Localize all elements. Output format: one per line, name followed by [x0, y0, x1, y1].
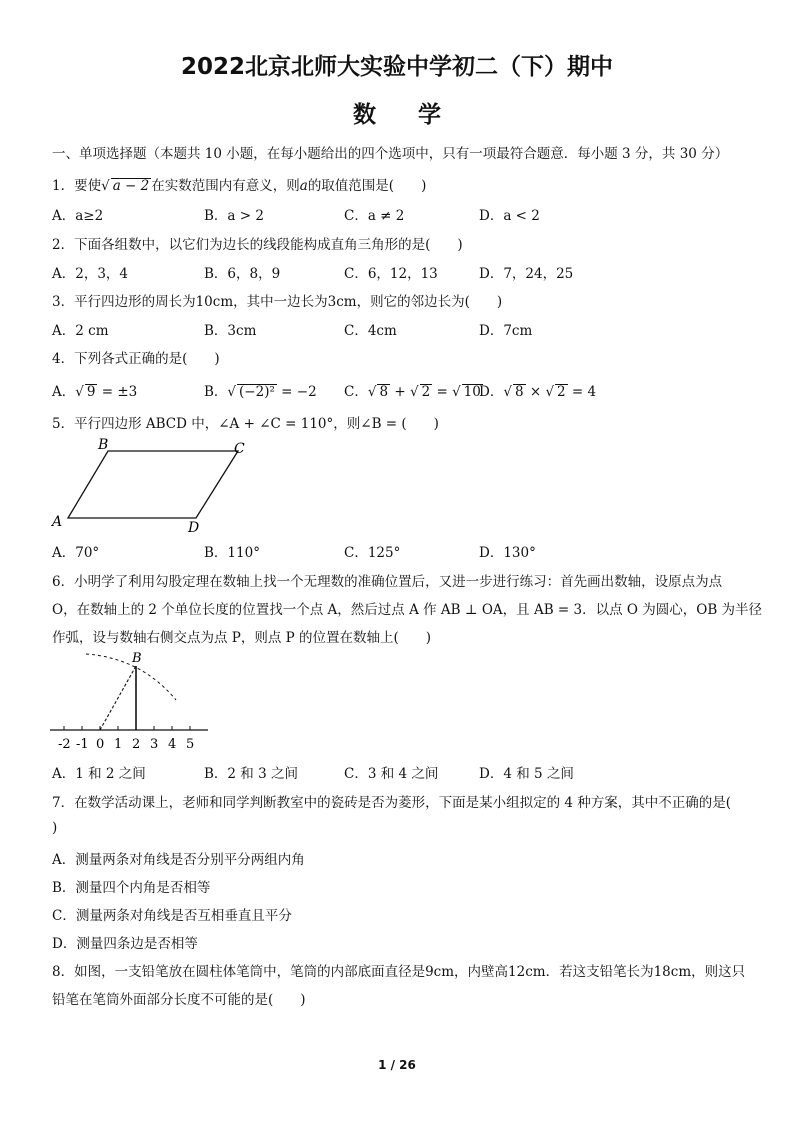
- q2-option-a: A．2，3，4: [52, 266, 129, 282]
- q5-option-c: C．125°: [344, 545, 401, 561]
- q1-option-b: B．a > 2: [204, 208, 264, 224]
- parallelogram-shape: [68, 451, 238, 518]
- tick-label: 2: [132, 737, 141, 752]
- vertex-b-label: B: [98, 437, 109, 453]
- question-6-line-2: O，在数轴上的 2 个单位长度的位置找一个点 A，然后过点 A 作 AB ⊥ OA，且 AB = 3．以点 O 为圆心，OB 为半径: [52, 602, 763, 618]
- parallelogram-figure: [48, 436, 258, 536]
- question-6-line-3: 作弧，设与数轴右侧交点为点 P，则点 P 的位置在数轴上( ): [52, 630, 432, 646]
- vertex-c-label: C: [234, 441, 245, 457]
- q6-option-b: B．2 和 3 之间: [204, 766, 298, 782]
- arc-dashed: [86, 654, 176, 700]
- page-title: 2022北京北师大实验中学初二（下）期中: [180, 54, 613, 80]
- segment-ob-dashed: [100, 666, 136, 730]
- section-heading: 一、单项选择题（本题共 10 小题，在每小题给出的四个选项中，只有一项最符合题意．每小题 3 分，共 30 分）: [52, 146, 729, 162]
- question-4-stem: 4．下列各式正确的是( ): [52, 351, 220, 367]
- tick-label: -1: [76, 737, 89, 752]
- vertex-d-label: D: [188, 520, 200, 536]
- question-7-line-2: ): [52, 820, 58, 836]
- q4-option-a: A．√ 9 = ±3: [52, 384, 138, 400]
- q6-option-d: D．4 和 5 之间: [479, 766, 574, 782]
- point-b-label: B: [132, 651, 142, 666]
- tick-label: 1: [114, 737, 123, 752]
- q5-option-d: D．130°: [479, 545, 536, 561]
- question-8-line-1: 8．如图，一支铅笔放在圆柱体笔筒中，笔筒的内部底面直径是9cm，内壁高12cm．若这支铅笔长为18cm，则这只: [52, 964, 746, 980]
- question-1-stem: 1．要使√ a − 2 在实数范围内有意义，则a的取值范围是( ): [52, 178, 427, 194]
- subject-title: 数学: [353, 102, 483, 128]
- question-6-line-1: 6．小明学了利用勾股定理在数轴上找一个无理数的准确位置后，又进一步进行练习：首先画出数轴，设原点为点: [52, 574, 723, 590]
- q1-option-a: A．a≥2: [52, 208, 104, 224]
- q6-option-c: C．3 和 4 之间: [344, 766, 439, 782]
- number-line-figure: [46, 648, 216, 756]
- question-8-line-2: 铅笔在笔筒外面部分长度不可能的是( ): [52, 992, 306, 1008]
- q5-option-b: B．110°: [204, 545, 260, 561]
- q6-option-a: A．1 和 2 之间: [52, 766, 146, 782]
- q7-option-c: C．测量两条对角线是否互相垂直且平分: [52, 908, 292, 924]
- q2-option-d: D．7，24，25: [479, 266, 574, 282]
- q1-option-c: C．a ≠ 2: [344, 208, 405, 224]
- tick-label: 3: [150, 737, 159, 752]
- q4-option-d: D．√ 8 × √ 2 = 4: [479, 384, 597, 400]
- q7-option-d: D．测量四条边是否相等: [52, 936, 198, 952]
- q2-option-c: C．6，12，13: [344, 266, 438, 282]
- q7-option-b: B．测量四个内角是否相等: [52, 880, 211, 896]
- q4-option-b: B．√ (−2)² = −2: [204, 384, 317, 400]
- q4-option-c: C．√ 8 + √ 2 = √ 10: [344, 384, 481, 400]
- page-number: 1 / 26: [378, 1058, 416, 1072]
- q1-option-d: D．a < 2: [479, 208, 540, 224]
- tick-label: 4: [168, 737, 177, 752]
- q3-option-d: D．7cm: [479, 323, 533, 339]
- question-2-stem: 2．下面各组数中，以它们为边长的线段能构成直角三角形的是( ): [52, 237, 463, 253]
- tick-label: -2: [58, 737, 71, 752]
- vertex-a-label: A: [52, 514, 63, 530]
- q3-option-b: B．3cm: [204, 323, 257, 339]
- question-7-line-1: 7．在数学活动课上，老师和同学判断教室中的瓷砖是否为菱形，下面是某小组拟定的 4 种方案，其中不正确的是(: [52, 795, 732, 811]
- tick-label: 0: [96, 737, 105, 752]
- q3-option-a: A．2 cm: [52, 323, 109, 339]
- q5-option-a: A．70°: [52, 545, 100, 561]
- question-5-stem: 5．平行四边形 ABCD 中，∠A + ∠C = 110°，则∠B = ( ): [52, 416, 439, 432]
- q7-option-a: A．测量两条对角线是否分别平分两组内角: [52, 852, 305, 868]
- q3-option-c: C．4cm: [344, 323, 397, 339]
- q1-radical: a − 2: [112, 178, 150, 194]
- question-3-stem: 3．平行四边形的周长为10cm，其中一边长为3cm，则它的邻边长为( ): [52, 294, 503, 310]
- q2-option-b: B．6，8，9: [204, 266, 281, 282]
- tick-label: 5: [186, 737, 195, 752]
